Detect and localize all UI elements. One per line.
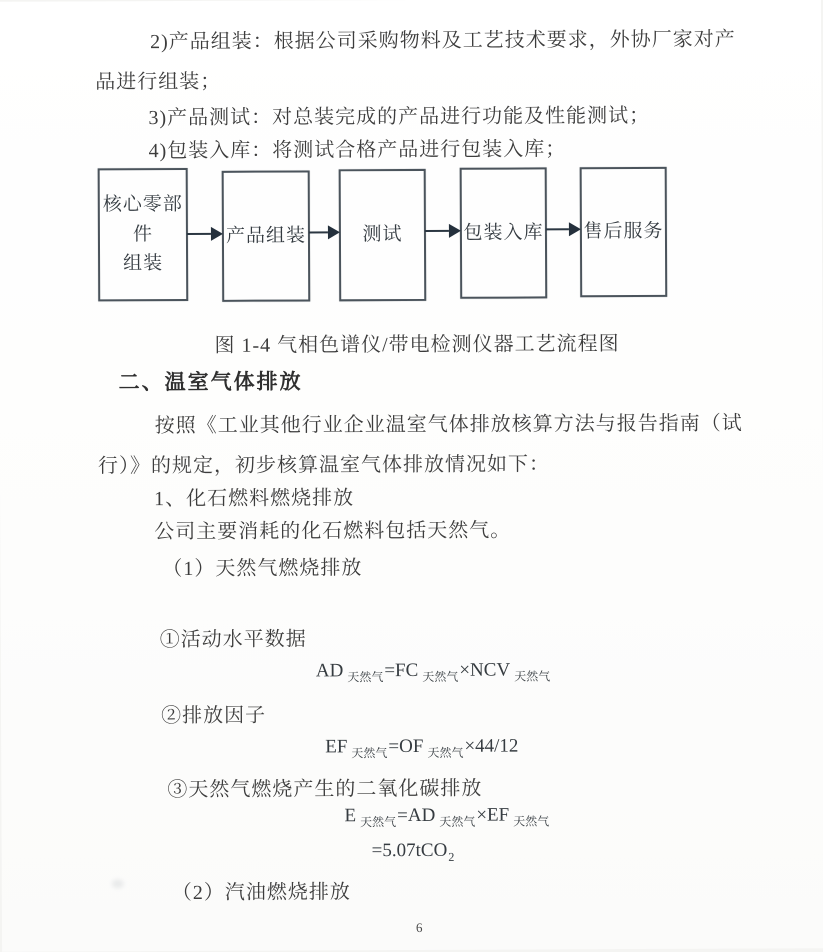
step-label: ②排放因子 — [161, 699, 266, 728]
step-label: ①活动水平数据 — [160, 622, 307, 652]
figure-caption: 图 1-4 气相色谱仪/带电检测仪器工艺流程图 — [214, 327, 619, 358]
paragraph-line: 行）》的规定，初步核算温室气体排放情况如下： — [98, 447, 550, 478]
scan-artifact — [112, 879, 124, 888]
formula-subscript: 天然气 — [427, 746, 463, 760]
formula-term: E — [344, 805, 356, 826]
formula-term: EF — [325, 736, 347, 757]
formula-term: =5.07tCO — [372, 840, 448, 861]
formula-subscript: 天然气 — [422, 670, 458, 684]
formula-term: =OF — [388, 736, 423, 757]
paragraph-line: 按照《工业其他行业企业温室气体排放核算方法与报告指南（试 — [155, 407, 743, 439]
formula-subscript: 天然气 — [347, 670, 383, 684]
formula-term: =FC — [384, 660, 418, 681]
flowchart-box-packaging: 包装入库 — [460, 167, 548, 298]
section-heading: 二、温室气体排放 — [119, 365, 303, 396]
flow-arrow-icon — [187, 227, 222, 241]
flow-arrow-icon — [309, 225, 339, 239]
formula-term: ×EF — [476, 805, 509, 826]
flowchart-box-core-assembly: 核心零部件 组装 — [98, 168, 189, 301]
flowchart-box-after-sales: 售后服务 — [580, 167, 668, 297]
formula-subscript: 天然气 — [513, 814, 549, 828]
subsection-title: （2）汽油燃烧排放 — [172, 875, 351, 905]
formula-subscript: 天然气 — [351, 746, 387, 760]
flow-arrow-icon — [546, 222, 580, 236]
step-label: ③天然气燃烧产生的二氧化碳排放 — [167, 772, 482, 802]
formula-subscript: 天然气 — [514, 669, 550, 683]
formula-co2-emission — [344, 804, 550, 830]
flow-arrow-icon — [425, 224, 460, 238]
paragraph-line: 2)产品组装：根据公司采购物料及工艺技术要求，外协厂家对产 — [150, 23, 736, 55]
formula-subscript: 2 — [448, 850, 454, 864]
flowchart-box-product-assembly: 产品组装 — [222, 170, 311, 301]
paragraph-line: 公司主要消耗的化石燃料包括天然气。 — [154, 514, 511, 545]
list-item-title: 1、化石燃料燃烧排放 — [154, 481, 354, 511]
formula-subscript: 天然气 — [439, 815, 475, 829]
flowchart-box-testing: 测试 — [339, 169, 427, 301]
paragraph-line: 品进行组装； — [95, 65, 221, 95]
formula-term: =AD — [397, 805, 435, 826]
formula-emission-factor — [325, 736, 523, 762]
formula-subscript: 天然气 — [360, 815, 396, 829]
paragraph-line: 4)包装入库：将测试合格产品进行包装入库； — [149, 132, 567, 163]
page-number: 6 — [416, 920, 423, 936]
formula-term: ×44/12 — [464, 736, 518, 757]
formula-term: ×NCV — [459, 660, 510, 681]
formula-term: AD — [316, 660, 344, 681]
formula-activity-level — [316, 659, 551, 685]
paragraph-line: 3)产品测试：对总装完成的产品进行功能及性能测试； — [148, 99, 650, 130]
subsection-title: （1）天然气燃烧排放 — [162, 551, 362, 581]
formula-result — [372, 840, 456, 865]
